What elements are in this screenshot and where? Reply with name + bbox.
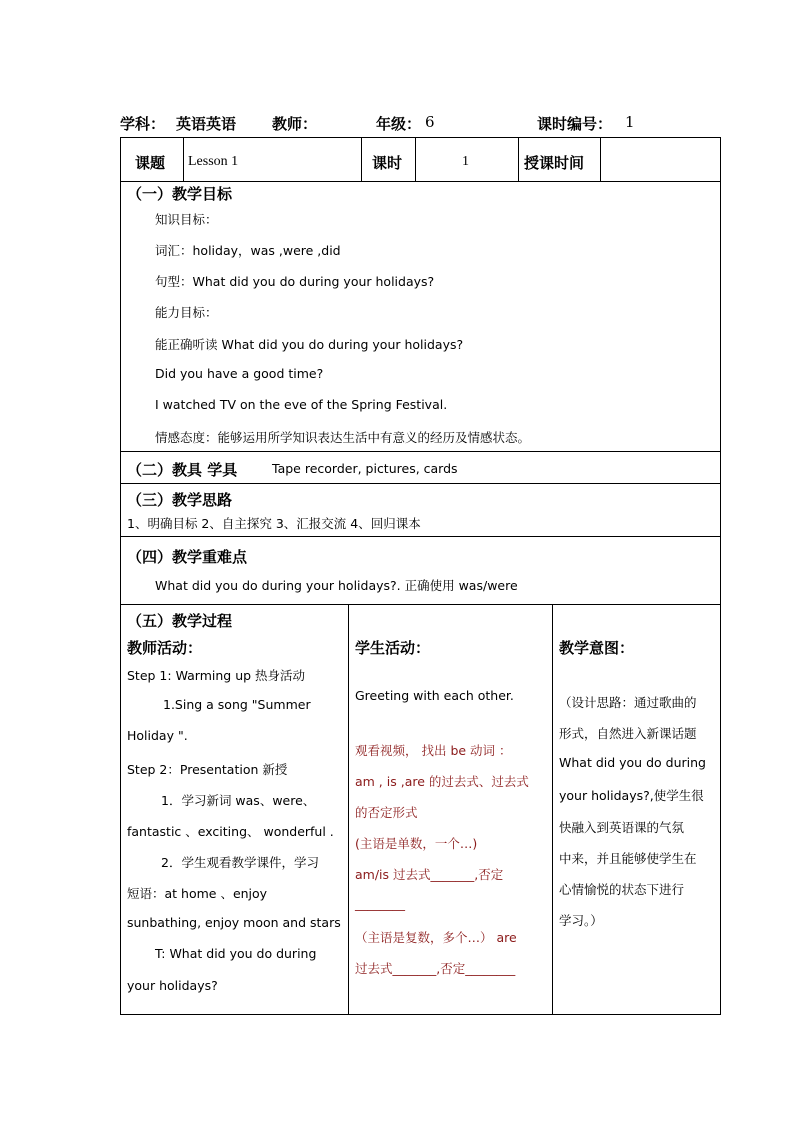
teaching-intent-line: 学习。）	[559, 913, 603, 928]
teacher-activity-line: 短语：at home 、enjoy	[127, 886, 268, 901]
teaching-approach-content: 1、明确目标 2、自主探究 3、汇报交流 4、回归课本	[127, 516, 421, 531]
section-title-teaching-process: （五）教学过程	[127, 612, 233, 630]
teacher-activity-line: your holidays?	[127, 978, 218, 993]
class-time-label: 授课时间	[524, 154, 585, 172]
objective-line: I watched TV on the eve of the Spring Festival.	[155, 397, 448, 412]
teacher-activity-line: 2．学生观看教学课件，学习	[161, 855, 319, 870]
subject-label: 学科：	[120, 115, 166, 133]
divider	[121, 181, 720, 182]
teacher-activity-line: 1.Sing a song "Summer	[163, 697, 311, 712]
student-activity-line: am , is ,are 的过去式、过去式	[355, 774, 529, 789]
teacher-label: 教师：	[272, 115, 318, 133]
divider	[121, 451, 720, 452]
lesson-number-value: 1	[625, 113, 635, 131]
student-activity-line: 的否定形式	[355, 805, 418, 820]
topic-value: Lesson 1	[188, 154, 239, 169]
section-title-teaching-approach: （三）教学思路	[127, 491, 233, 509]
divider	[518, 138, 519, 181]
teacher-activity-line: fantastic 、exciting、 wonderful .	[127, 824, 334, 839]
teacher-activity-line: 1．学习新词 was、were、	[161, 793, 316, 808]
teaching-intent-line: your holidays?,使学生很	[559, 788, 704, 803]
lesson-number-label: 课时编号：	[537, 115, 613, 133]
student-activity-line: am/is 过去式_______,否定	[355, 867, 504, 882]
objective-line: 能正确听读 What did you do during your holidays?	[155, 337, 464, 352]
grade-label: 年级：	[376, 115, 422, 133]
objective-line: 知识目标：	[155, 212, 218, 227]
objective-line: 句型：What did you do during your holidays?	[155, 274, 435, 289]
divider	[552, 604, 553, 1014]
document-header	[120, 113, 720, 135]
divider	[348, 604, 349, 1014]
teacher-activity-line: sunbathing, enjoy moon and stars	[127, 915, 341, 930]
objective-line: 情感态度：能够运用所学知识表达生活中有意义的经历及情感状态。	[155, 430, 531, 445]
section-title-objectives: （一）教学目标	[127, 185, 233, 203]
student-activity-line: Greeting with each other.	[355, 688, 514, 703]
student-activity-line: (主语是单数，一个…)	[355, 836, 478, 851]
section-title-key-points: （四）教学重难点	[127, 548, 248, 566]
period-label: 课时	[372, 154, 403, 172]
divider	[600, 138, 601, 181]
teaching-intent-heading: 教学意图：	[559, 639, 635, 657]
student-activity-line: 观看视频， 找出 be 动词 ：	[355, 743, 512, 758]
student-activity-line: ________	[355, 896, 405, 911]
divider	[415, 138, 416, 181]
divider	[121, 536, 720, 537]
teacher-activity-line: Holiday ".	[127, 728, 188, 743]
lesson-plan-table	[120, 137, 721, 1015]
objective-line: 能力目标：	[155, 305, 218, 320]
subject-value: 英语英语	[176, 115, 237, 133]
teaching-intent-line: 快融入到英语课的气氛	[559, 820, 685, 835]
student-activity-line: 过去式_______,否定________	[355, 961, 516, 976]
objective-line: 词汇：holiday，was ,were ,did	[155, 243, 341, 258]
teaching-intent-line: 心情愉悦的状态下进行	[559, 882, 685, 897]
section-title-teaching-aids: （二）教具 学具	[127, 461, 238, 479]
period-value: 1	[462, 154, 469, 169]
teaching-intent-line: （设计思路：通过歌曲的	[559, 695, 697, 710]
teaching-aids-content: Tape recorder, pictures, cards	[272, 461, 458, 476]
topic-label: 课题	[135, 154, 166, 172]
teaching-intent-line: 形式，自然进入新课话题	[559, 726, 697, 741]
student-activity-line: （主语是复数，多个…） are	[355, 930, 517, 945]
teacher-activity-line: Step 1: Warming up 热身活动	[127, 668, 306, 683]
objective-line: Did you have a good time?	[155, 366, 324, 381]
teaching-intent-line: 中来，并且能够使学生在	[559, 851, 697, 866]
key-points-content: What did you do during your holidays?. 正确使用 was/were	[155, 578, 518, 593]
teacher-activity-line: Step 2：Presentation 新授	[127, 762, 288, 777]
teaching-intent-line: What did you do during	[559, 755, 706, 770]
divider	[183, 138, 184, 181]
teacher-activity-heading: 教师活动：	[127, 639, 203, 657]
teacher-activity-line: T: What did you do during	[155, 946, 317, 961]
grade-value: 6	[425, 113, 435, 131]
divider	[121, 483, 720, 484]
divider	[121, 604, 720, 605]
divider	[361, 138, 362, 181]
student-activity-heading: 学生活动：	[355, 639, 431, 657]
